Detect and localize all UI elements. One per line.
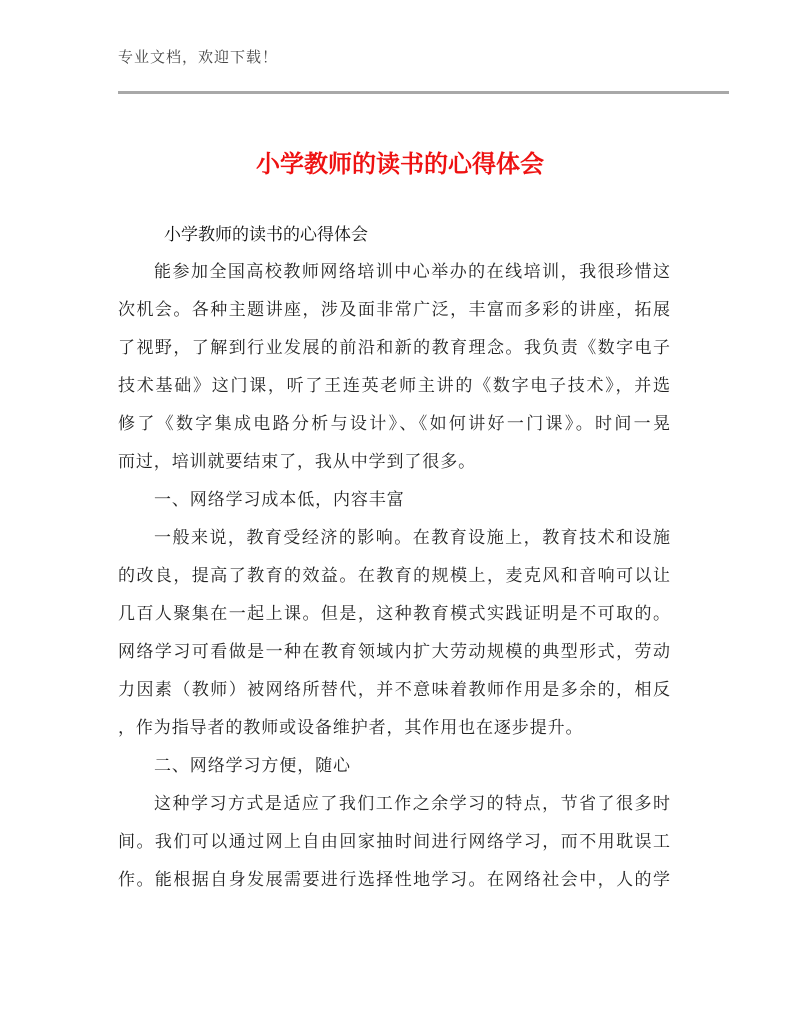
text-line: 间。我们可以通过网上自由回家抽时间进行网络学习，而不用耽误工 [118, 832, 670, 852]
text-line: 的改良，提高了教育的效益。在教育的规模上，麦克风和音响可以让 [118, 566, 670, 586]
text-line: 作。能根据自身发展需要进行选择性地学习。在网络社会中，人的学 [118, 870, 670, 890]
text-line: 几百人聚集在一起上课。但是，这种教育模式实践证明是不可取的。 [118, 604, 670, 624]
text-line: 这种学习方式是适应了我们工作之余学习的特点，节省了很多时 [154, 794, 670, 814]
header-divider [118, 91, 729, 94]
document-title: 小学教师的读书的心得体会 [256, 150, 544, 178]
text-line: 次机会。各种主题讲座，涉及面非常广泛，丰富而多彩的讲座，拓展 [118, 300, 670, 320]
text-line: 了视野，了解到行业发展的前沿和新的教育理念。我负责《数字电子 [118, 338, 670, 358]
text-line: 力因素（教师）被网络所替代，并不意味着教师作用是多余的，相反 [118, 680, 670, 700]
text-line: 修了《数字集成电路分析与设计》、《如何讲好一门课》。时间一晃 [118, 414, 670, 434]
text-line: 二、网络学习方便，随心 [154, 756, 351, 776]
page-header-text: 专业文档，欢迎下载！ [118, 48, 279, 66]
document-body [118, 253, 670, 899]
text-line: 一、网络学习成本低，内容丰富 [154, 490, 405, 510]
text-line: 网络学习可看做是一种在教育领域内扩大劳动规模的典型形式，劳动 [118, 642, 670, 662]
text-line: 能参加全国高校教师网络培训中心举办的在线培训，我很珍惜这 [154, 262, 670, 282]
text-line: ，作为指导者的教师或设备维护者，其作用也在逐步提升。 [118, 718, 584, 738]
text-line: 一般来说，教育受经济的影响。在教育设施上，教育技术和设施 [154, 528, 670, 548]
text-line: 而过，培训就要结束了，我从中学到了很多。 [118, 452, 476, 472]
document-subtitle: 小学教师的读书的心得体会 [164, 225, 368, 245]
text-line: 技术基础》这门课，听了王连英老师主讲的《数字电子技术》，并选 [118, 376, 670, 396]
